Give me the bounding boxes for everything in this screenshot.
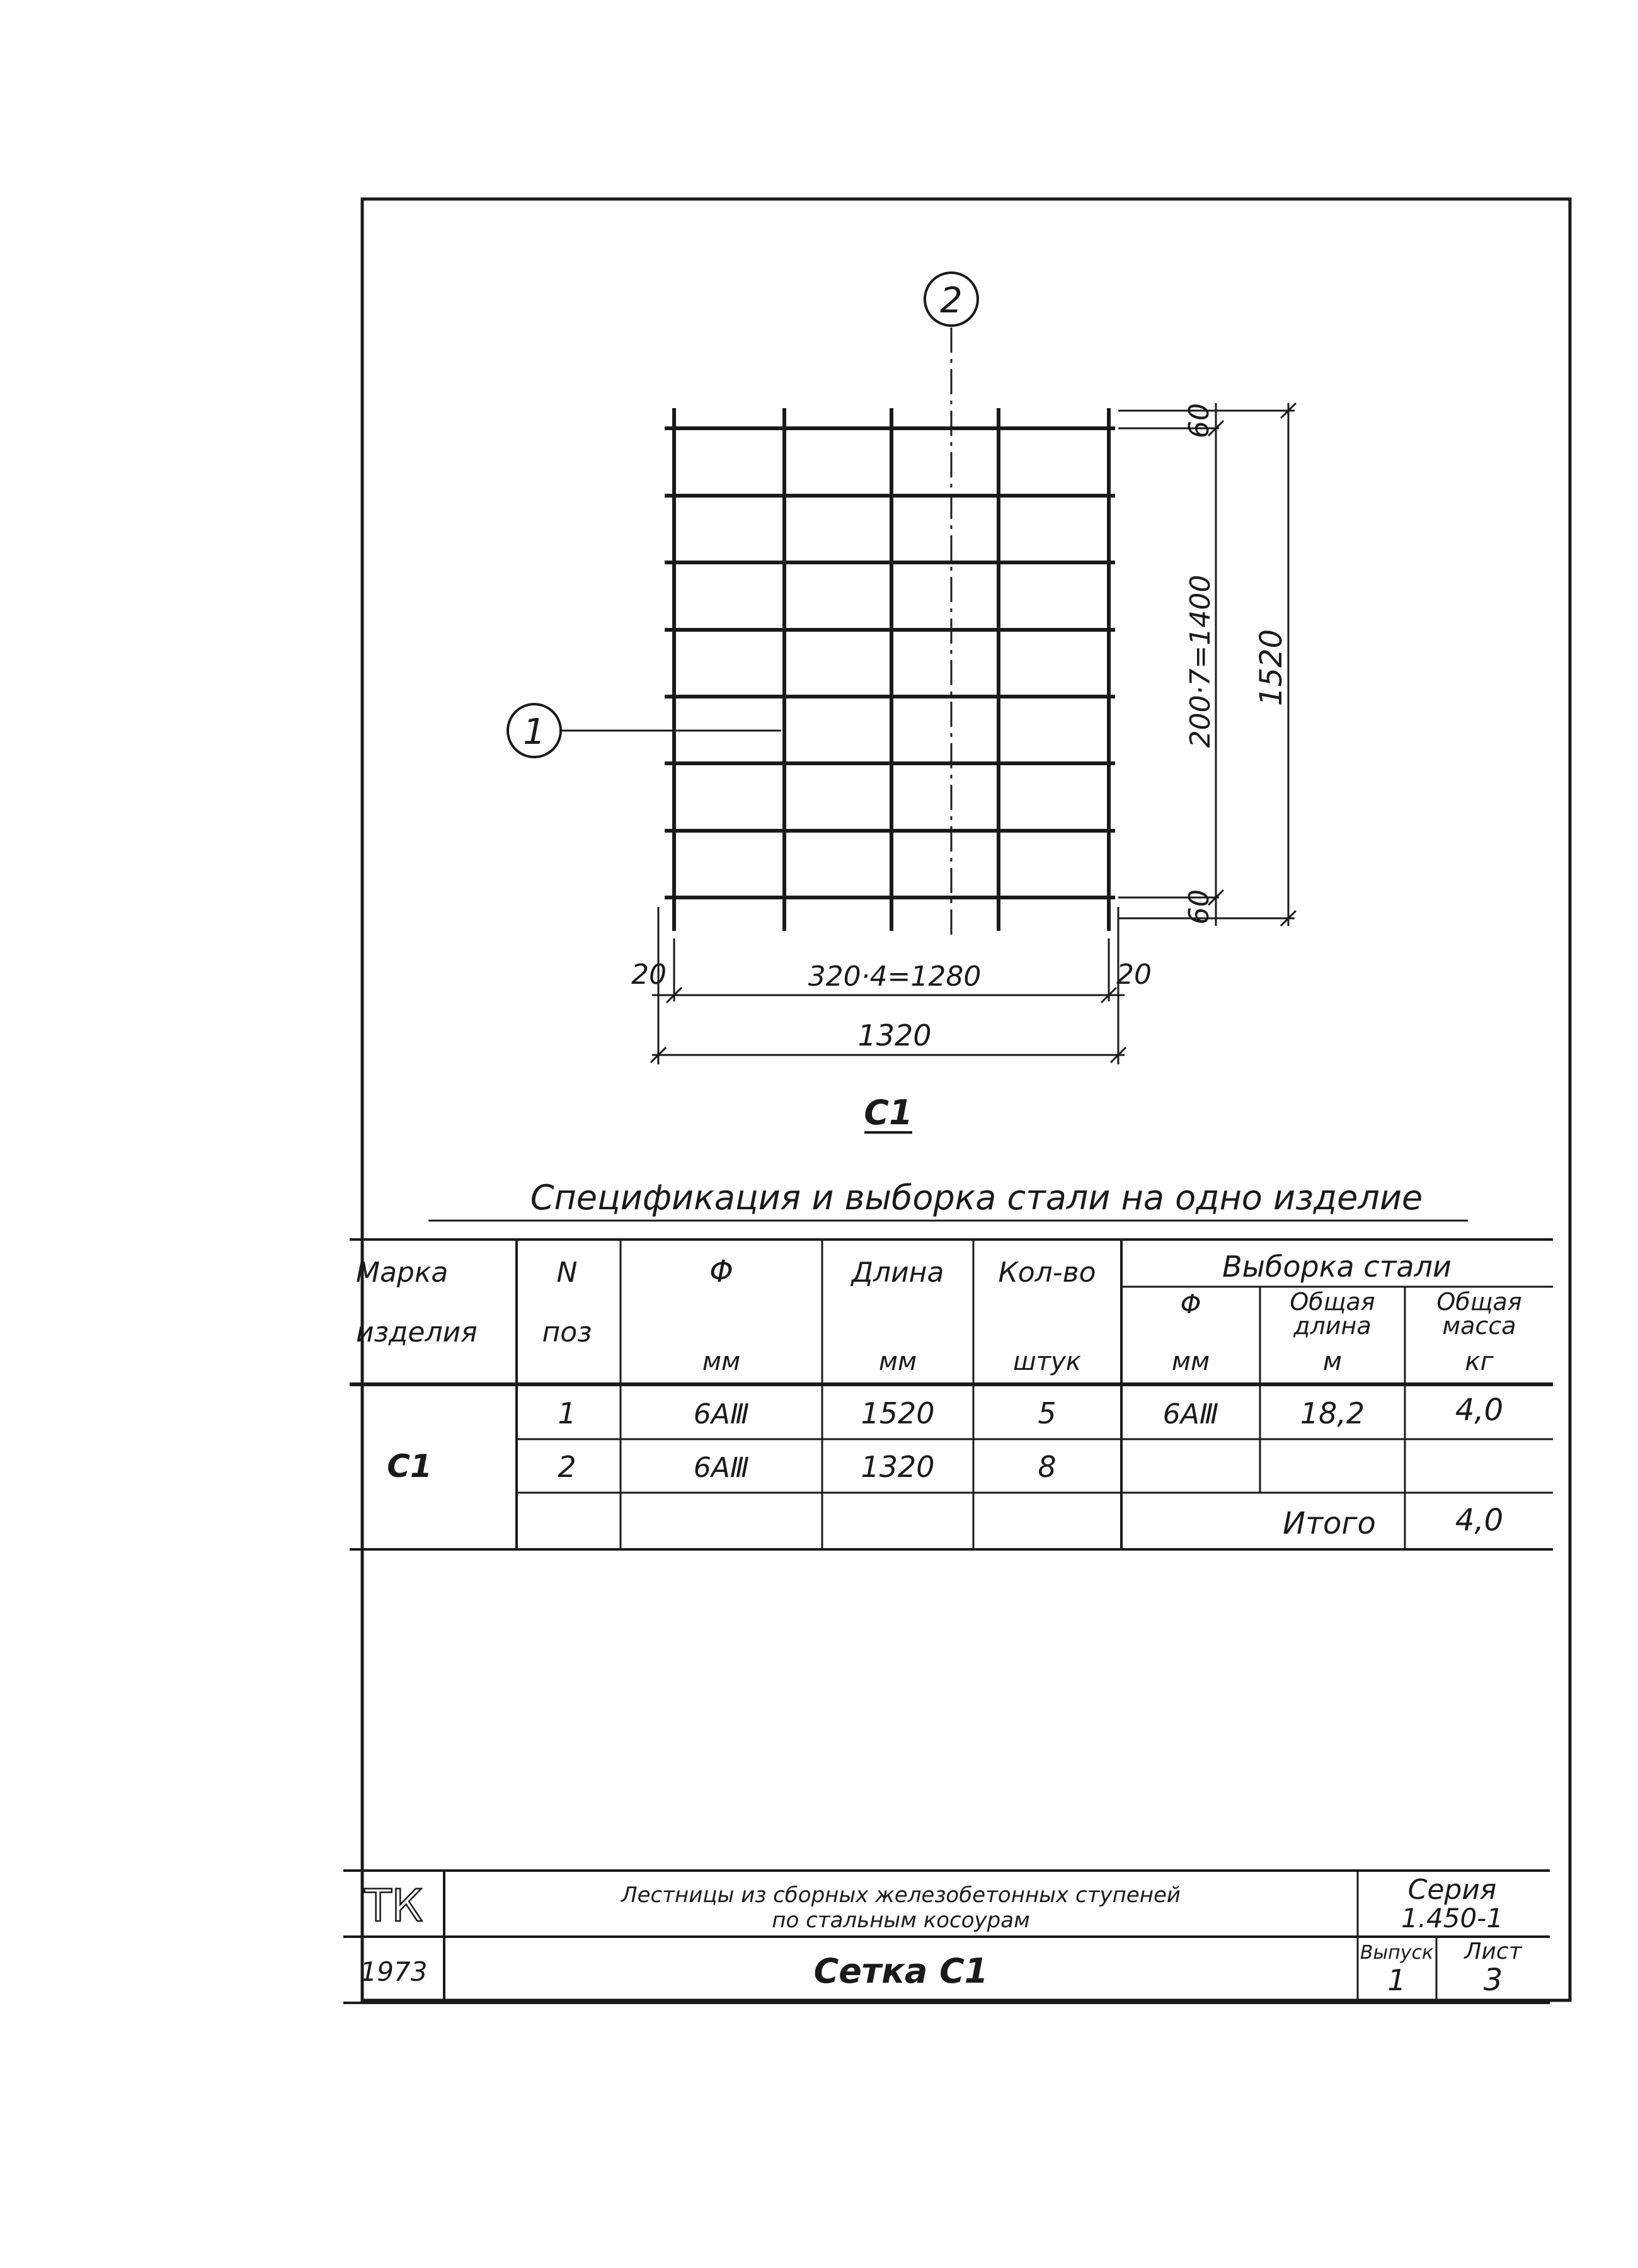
dim-total-width: 1320 bbox=[857, 1018, 932, 1052]
row-2-count: 8 bbox=[1038, 1450, 1057, 1484]
title-project-1: Лестницы из сборных железобетонных ступеней bbox=[621, 1883, 1181, 1908]
title-series-label: Серия bbox=[1407, 1874, 1497, 1906]
dim-left-20: 20 bbox=[631, 959, 667, 991]
title-project-2: по стальным косоурам bbox=[772, 1908, 1030, 1933]
spec-table-header bbox=[356, 1250, 1522, 1376]
header-sel-len-unit: м bbox=[1322, 1347, 1343, 1376]
title-year: 1973 bbox=[360, 1956, 428, 1987]
title-issue-label: Выпуск bbox=[1360, 1942, 1434, 1964]
total-value: 4,0 bbox=[1455, 1503, 1504, 1538]
header-sel-len-2: длина bbox=[1293, 1312, 1372, 1340]
mesh-label: С1 bbox=[864, 1093, 913, 1132]
header-pos-2: поз bbox=[542, 1316, 592, 1348]
spec-table-grid bbox=[350, 1239, 1553, 1549]
dim-top-60: 60 bbox=[1183, 403, 1215, 438]
title-series-value: 1.450-1 bbox=[1400, 1903, 1504, 1934]
dim-bottom-60: 60 bbox=[1183, 889, 1215, 925]
title-issue-value: 1 bbox=[1387, 1963, 1406, 1997]
callout-2-number: 2 bbox=[940, 280, 963, 321]
row-1-sel-mass: 4,0 bbox=[1455, 1393, 1504, 1428]
dim-spacing: 200·7=1400 bbox=[1184, 574, 1217, 748]
row-1-pos: 1 bbox=[558, 1396, 576, 1430]
title-org: ТК bbox=[364, 1880, 423, 1932]
row-2-pos: 2 bbox=[558, 1450, 576, 1484]
header-count: Кол-во bbox=[998, 1257, 1096, 1289]
row-1-length: 1520 bbox=[861, 1396, 935, 1430]
mark-value: С1 bbox=[387, 1448, 432, 1484]
header-sel-dia: Φ bbox=[1180, 1289, 1201, 1319]
header-count-unit: штук bbox=[1013, 1347, 1081, 1376]
row-1-dia: 6АⅢ bbox=[693, 1398, 750, 1430]
title-sheet-title: Сетка С1 bbox=[813, 1951, 988, 1991]
header-mark-2: изделия bbox=[356, 1316, 478, 1348]
header-mark-1: Марка bbox=[356, 1257, 449, 1289]
title-sheet-value: 3 bbox=[1483, 1963, 1503, 1998]
header-dia-unit: мм bbox=[702, 1347, 741, 1376]
row-1-count: 5 bbox=[1038, 1396, 1057, 1430]
callout-1-number: 1 bbox=[523, 712, 546, 753]
dim-mid-width: 320·4=1280 bbox=[808, 960, 982, 993]
dim-right-20: 20 bbox=[1116, 959, 1152, 991]
spec-table-body bbox=[387, 1393, 1503, 1541]
row-2-dia: 6АⅢ bbox=[693, 1452, 750, 1484]
header-dia: Φ bbox=[709, 1254, 733, 1289]
header-length-unit: мм bbox=[878, 1347, 917, 1376]
header-sel-mass-1: Общая bbox=[1436, 1288, 1522, 1316]
title-sheet-label: Лист bbox=[1464, 1939, 1522, 1964]
total-label: Итого bbox=[1283, 1506, 1376, 1541]
header-selection: Выборка стали bbox=[1222, 1250, 1452, 1284]
row-2-length: 1320 bbox=[861, 1450, 935, 1484]
header-length: Длина bbox=[851, 1257, 944, 1289]
row-1-sel-len: 18,2 bbox=[1300, 1396, 1365, 1430]
header-sel-mass-2: масса bbox=[1442, 1312, 1516, 1340]
header-sel-dia-unit: мм bbox=[1171, 1347, 1210, 1376]
header-sel-mass-unit: кг bbox=[1465, 1347, 1494, 1376]
spec-title: Спецификация и выборка стали на одно изделие bbox=[530, 1178, 1423, 1217]
dim-total-height: 1520 bbox=[1254, 629, 1289, 707]
mesh-grid bbox=[665, 408, 1115, 931]
sheet-frame bbox=[362, 199, 1570, 2000]
row-1-sel-dia: 6АⅢ bbox=[1162, 1398, 1219, 1430]
header-pos-1: N bbox=[556, 1257, 578, 1289]
header-sel-len-1: Общая bbox=[1290, 1288, 1375, 1316]
